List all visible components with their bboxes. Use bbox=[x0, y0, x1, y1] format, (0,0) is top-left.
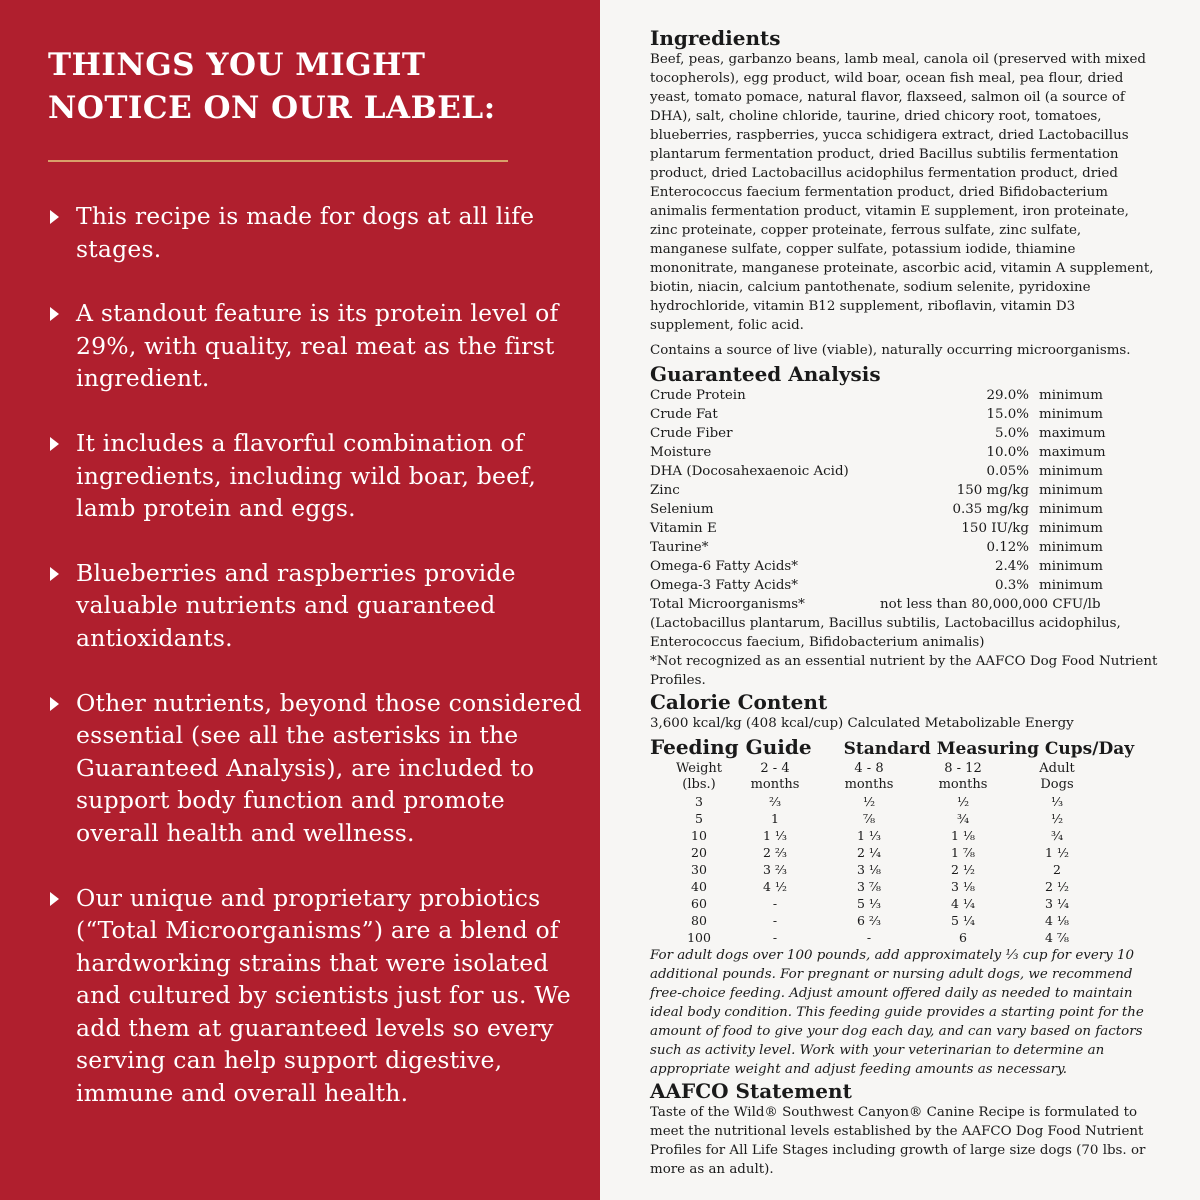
analysis-row bbox=[650, 443, 1160, 462]
analysis-value: 15.0% bbox=[986, 407, 1029, 422]
feeding-cell: 3 ⅛ bbox=[950, 879, 976, 894]
analysis-qualifier: minimum bbox=[1039, 559, 1103, 574]
feeding-guide-heading: Feeding Guide bbox=[650, 735, 812, 759]
analysis-value: 0.12% bbox=[986, 540, 1029, 555]
feeding-cell: 4 ⅞ bbox=[1044, 930, 1070, 945]
analysis-nutrient: Omega-6 Fatty Acids* bbox=[650, 559, 798, 574]
highlight-item: This recipe is made for dogs at all life stages. bbox=[48, 200, 588, 265]
feeding-cell: - bbox=[772, 896, 778, 911]
feeding-table-header-row bbox=[670, 761, 1104, 793]
total-microorganisms-row bbox=[650, 595, 1160, 614]
feeding-row bbox=[670, 878, 1104, 895]
feeding-cell: 1 ⅞ bbox=[950, 845, 976, 860]
feeding-cell: ⅞ bbox=[862, 811, 876, 826]
feeding-cell: 4 ⅛ bbox=[1044, 913, 1070, 928]
total-microorganisms-label: Total Microorganisms* bbox=[650, 597, 805, 612]
analysis-footnote: *Not recognized as an essential nutrient by the AAFCO Dog Food Nutrient Profiles. bbox=[650, 654, 1158, 688]
triangle-bullet-icon bbox=[50, 210, 59, 224]
analysis-value: 0.3% bbox=[994, 578, 1029, 593]
feeding-guide-subheading: Standard Measuring Cups/Day bbox=[843, 739, 1135, 759]
feeding-cell: 100 bbox=[687, 930, 711, 945]
feeding-cell: 20 bbox=[691, 845, 707, 860]
analysis-qualifier: minimum bbox=[1039, 483, 1103, 498]
feeding-cell: 80 bbox=[691, 913, 707, 928]
feeding-cell: ½ bbox=[862, 794, 876, 809]
analysis-qualifier: minimum bbox=[1039, 502, 1103, 517]
analysis-nutrient: Crude Fat bbox=[650, 407, 718, 422]
feeding-cell: - bbox=[866, 930, 872, 945]
title-divider bbox=[48, 160, 508, 162]
highlight-item: Our unique and proprietary probiotics (“Total Microorganisms”) are a blend of hardworking strains that were isolated and cultured by scientists just for us. We add them at guaranteed levels so every serving can help support digestive, immune and overall health. bbox=[48, 882, 588, 1110]
feeding-column-header bbox=[1010, 761, 1104, 793]
feeding-cell: ¾ bbox=[1050, 828, 1064, 843]
feeding-cell: 2 ½ bbox=[950, 862, 976, 877]
feeding-cell: 2 ⅔ bbox=[762, 845, 788, 860]
analysis-value: 5.0% bbox=[994, 426, 1029, 441]
analysis-row bbox=[650, 481, 1160, 500]
panel-title-line1: THINGS YOU MIGHT bbox=[48, 47, 426, 83]
feeding-cell: 5 bbox=[695, 811, 703, 826]
feeding-cell: 2 ½ bbox=[1044, 879, 1070, 894]
triangle-bullet-icon bbox=[50, 567, 59, 581]
highlight-item: A standout feature is its protein level of 29%, with quality, real meat as the first ingredient. bbox=[48, 297, 588, 395]
feeding-row bbox=[670, 793, 1104, 810]
column-header-line: months bbox=[750, 777, 800, 792]
guaranteed-analysis-heading: Guaranteed Analysis bbox=[650, 362, 881, 386]
feeding-cell: 1 ⅛ bbox=[950, 828, 976, 843]
analysis-row bbox=[650, 386, 1160, 405]
feeding-cell: - bbox=[772, 930, 778, 945]
analysis-row bbox=[650, 538, 1160, 557]
microorganisms-statement: Contains a source of live (viable), naturally occurring microorganisms. bbox=[650, 343, 1131, 358]
triangle-bullet-icon bbox=[50, 892, 59, 906]
analysis-row bbox=[650, 519, 1160, 538]
feeding-column-header bbox=[822, 761, 916, 793]
analysis-qualifier: minimum bbox=[1039, 407, 1103, 422]
column-header-line: 4 - 8 bbox=[854, 761, 884, 776]
feeding-column-header bbox=[670, 761, 728, 793]
feeding-cell: 40 bbox=[691, 879, 707, 894]
column-header-line: 8 - 12 bbox=[944, 761, 982, 776]
column-header-line: Adult bbox=[1039, 761, 1075, 776]
column-header-line: months bbox=[844, 777, 894, 792]
aafco-statement-heading: AAFCO Statement bbox=[650, 1079, 852, 1103]
guaranteed-analysis-table bbox=[650, 386, 1160, 595]
analysis-value: 150 IU/kg bbox=[961, 521, 1029, 536]
column-header-line: months bbox=[938, 777, 988, 792]
triangle-bullet-icon bbox=[50, 437, 59, 451]
highlight-item: Other nutrients, beyond those considered essential (see all the asterisks in the Guaranteed Analysis), are included to support body function and promote overall health and wellness. bbox=[48, 687, 588, 850]
analysis-nutrient: Crude Protein bbox=[650, 388, 746, 403]
feeding-cell: 10 bbox=[691, 828, 707, 843]
analysis-nutrient: Vitamin E bbox=[650, 521, 717, 536]
analysis-value: 0.05% bbox=[986, 464, 1029, 479]
feeding-cell: 4 ¼ bbox=[950, 896, 976, 911]
analysis-qualifier: minimum bbox=[1039, 388, 1103, 403]
feeding-cell: 3 bbox=[695, 794, 703, 809]
feeding-row bbox=[670, 929, 1104, 946]
analysis-nutrient: Crude Fiber bbox=[650, 426, 733, 441]
analysis-value: 29.0% bbox=[986, 388, 1029, 403]
analysis-row bbox=[650, 557, 1160, 576]
analysis-value: 0.35 mg/kg bbox=[952, 502, 1029, 517]
analysis-qualifier: minimum bbox=[1039, 578, 1103, 593]
microorganism-strains: (Lactobacillus plantarum, Bacillus subtilis, Lactobacillus acidophilus, Enterococcus faecium, Bifidobacterium animalis) bbox=[650, 616, 1121, 650]
column-header-line: (lbs.) bbox=[682, 777, 716, 792]
feeding-cell: ½ bbox=[1050, 811, 1064, 826]
analysis-qualifier: maximum bbox=[1039, 445, 1106, 460]
analysis-qualifier: maximum bbox=[1039, 426, 1106, 441]
feeding-cell: 1 ½ bbox=[1044, 845, 1070, 860]
feeding-cell: ¾ bbox=[956, 811, 970, 826]
feeding-row bbox=[670, 810, 1104, 827]
feeding-cell: - bbox=[772, 913, 778, 928]
feeding-cell: 2 bbox=[1053, 862, 1061, 877]
feeding-cell: ⅓ bbox=[1050, 794, 1064, 809]
analysis-nutrient: Moisture bbox=[650, 445, 712, 460]
panel-title-line2: NOTICE ON OUR LABEL: bbox=[48, 90, 496, 126]
feeding-cell: ⅔ bbox=[768, 794, 782, 809]
feeding-guide-table bbox=[670, 761, 1104, 946]
panel-title bbox=[48, 44, 548, 130]
feeding-column-header bbox=[728, 761, 822, 793]
feeding-cell: 1 ⅓ bbox=[856, 828, 882, 843]
analysis-qualifier: minimum bbox=[1039, 464, 1103, 479]
feeding-cell: 3 ⅞ bbox=[856, 879, 882, 894]
analysis-qualifier: minimum bbox=[1039, 540, 1103, 555]
analysis-value: 150 mg/kg bbox=[956, 483, 1029, 498]
feeding-guide-note: For adult dogs over 100 pounds, add approximately ⅓ cup for every 10 additional pounds. For pregnant or nursing adult dogs, we recommend free-choice feeding. Adjust amount offered daily as needed to maintain ideal body condition. This feeding guide provides a starting point for the amount of food to give your dog each day, and can vary based on factors such as activity level. Work with your veterinarian to determine an appropriate weight and adjust feeding amounts as necessary. bbox=[650, 948, 1144, 1077]
feeding-cell: ½ bbox=[956, 794, 970, 809]
feeding-cell: 6 ⅔ bbox=[856, 913, 882, 928]
calorie-content-heading: Calorie Content bbox=[650, 690, 828, 714]
triangle-bullet-icon bbox=[50, 307, 59, 321]
highlight-item: Blueberries and raspberries provide valuable nutrients and guaranteed antioxidants. bbox=[48, 557, 588, 655]
feeding-cell: 5 ⅓ bbox=[856, 896, 882, 911]
analysis-row bbox=[650, 405, 1160, 424]
analysis-row bbox=[650, 462, 1160, 481]
feeding-row bbox=[670, 827, 1104, 844]
feeding-guide-header bbox=[650, 735, 1160, 759]
feeding-row bbox=[670, 912, 1104, 929]
analysis-nutrient: DHA (Docosahexaenoic Acid) bbox=[650, 464, 849, 479]
feeding-cell: 60 bbox=[691, 896, 707, 911]
column-header-line: Dogs bbox=[1040, 777, 1074, 792]
ingredients-text: Beef, peas, garbanzo beans, lamb meal, canola oil (preserved with mixed tocopherols), egg product, wild boar, ocean fish meal, pea flour, dried yeast, tomato pomace, natural flavor, flaxseed, salmon oil (a source of DHA), salt, choline chloride, taurine, dried chicory root, tomatoes, blueberries, raspberries, yucca schidigera extract, dried Lactobacillus plantarum fermentation product, dried Bacillus subtilis fermentation product, dried Lactobacillus acidophilus fermentation product, dried Enterococcus faecium fermentation product, dried Bifidobacterium animalis fermentation product, vitamin E supplement, iron proteinate, zinc proteinate, copper proteinate, ferrous sulfate, zinc sulfate, manganese sulfate, copper sulfate, potassium iodide, thiamine mononitrate, manganese proteinate, ascorbic acid, vitamin A supplement, biotin, niacin, calcium pantothenate, sodium selenite, pyridoxine hydrochloride, vitamin B12 supplement, riboflavin, vitamin D3 supplement, folic acid. bbox=[650, 52, 1154, 333]
triangle-bullet-icon bbox=[50, 697, 59, 711]
column-header-line: 2 - 4 bbox=[760, 761, 790, 776]
feeding-cell: 4 ½ bbox=[762, 879, 788, 894]
analysis-value: 10.0% bbox=[986, 445, 1029, 460]
feeding-cell: 30 bbox=[691, 862, 707, 877]
feeding-column-header bbox=[916, 761, 1010, 793]
analysis-nutrient: Zinc bbox=[650, 483, 680, 498]
feeding-row bbox=[670, 844, 1104, 861]
feeding-cell: 3 ⅛ bbox=[856, 862, 882, 877]
column-header-line: Weight bbox=[675, 761, 723, 776]
feeding-cell: 3 ¼ bbox=[1044, 896, 1070, 911]
feeding-row bbox=[670, 861, 1104, 878]
highlight-item: It includes a flavorful combination of ingredients, including wild boar, beef, lamb protein and eggs. bbox=[48, 427, 588, 525]
highlights-list bbox=[48, 200, 580, 1110]
analysis-qualifier: minimum bbox=[1039, 521, 1103, 536]
analysis-row bbox=[650, 576, 1160, 595]
ingredients-heading: Ingredients bbox=[650, 26, 781, 50]
analysis-row bbox=[650, 500, 1160, 519]
analysis-row bbox=[650, 424, 1160, 443]
feeding-cell: 3 ⅔ bbox=[762, 862, 788, 877]
analysis-nutrient: Selenium bbox=[650, 502, 714, 517]
analysis-nutrient: Taurine* bbox=[650, 540, 709, 555]
nutrition-label-panel bbox=[600, 0, 1200, 1200]
aafco-statement-text: Taste of the Wild® Southwest Canyon® Canine Recipe is formulated to meet the nutritional levels established by the AAFCO Dog Food Nutrient Profiles for All Life Stages including growth of large size dogs (70 lbs. or more as an adult). bbox=[650, 1105, 1146, 1177]
analysis-nutrient: Omega-3 Fatty Acids* bbox=[650, 578, 798, 593]
calorie-content-text: 3,600 kcal/kg (408 kcal/cup) Calculated Metabolizable Energy bbox=[650, 716, 1074, 731]
analysis-value: 2.4% bbox=[994, 559, 1029, 574]
feeding-cell: 1 ⅓ bbox=[762, 828, 788, 843]
feeding-cell: 6 bbox=[959, 930, 967, 945]
feeding-cell: 2 ¼ bbox=[856, 845, 882, 860]
feeding-cell: 1 bbox=[771, 811, 779, 826]
total-microorganisms-value: not less than 80,000,000 CFU/lb bbox=[880, 597, 1101, 612]
feeding-cell: 5 ¼ bbox=[950, 913, 976, 928]
feeding-table-body bbox=[670, 793, 1104, 946]
feeding-row bbox=[670, 895, 1104, 912]
